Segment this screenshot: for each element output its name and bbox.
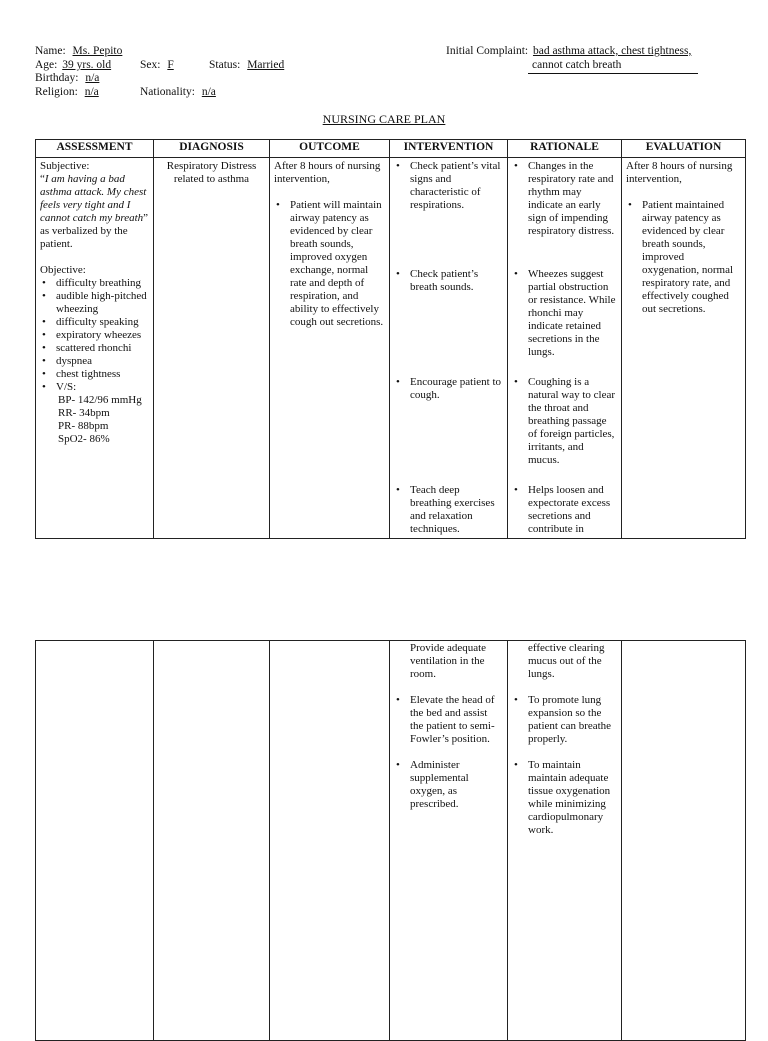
intervention-item: Provide adequate ventilation in the room. bbox=[410, 642, 487, 680]
intervention-item: • Check patient’s breath sounds. bbox=[394, 268, 503, 294]
table-row bbox=[36, 641, 746, 1041]
page-title: NURSING CARE PLAN bbox=[322, 112, 446, 126]
sex-label: Sex: bbox=[140, 59, 161, 71]
outcome-cell-cont bbox=[270, 641, 390, 1041]
rationale-item: effective clearing mucus out of the lungs. bbox=[528, 642, 605, 680]
intervention-item: • Check patient’s vital signs and characteristic of respirations. bbox=[394, 160, 503, 212]
diagnosis-cell bbox=[154, 158, 270, 539]
list-item: • audible high-pitched wheezing bbox=[40, 290, 149, 316]
list-item: • expiratory wheezes bbox=[40, 329, 149, 342]
list-item: • difficulty breathing bbox=[40, 277, 149, 290]
rationale-cell bbox=[508, 158, 622, 539]
care-plan-table bbox=[35, 139, 746, 539]
rationale-item: • Coughing is a natural way to clear the throat and breathing passage of foreign particles, irritants, and mucus. bbox=[512, 376, 617, 467]
evaluation-intro: After 8 hours of nursing intervention, bbox=[626, 160, 733, 185]
col-assessment: ASSESSMENT bbox=[36, 140, 154, 158]
col-evaluation: EVALUATION bbox=[622, 140, 746, 158]
intervention-cell bbox=[390, 158, 508, 539]
birthday-value: n/a bbox=[85, 72, 100, 84]
complaint-line1: bad asthma attack, chest tightness, bbox=[532, 45, 692, 57]
intervention-cell-cont bbox=[390, 641, 508, 1041]
name-label: Name: bbox=[35, 45, 66, 57]
evaluation-item: • Patient maintained airway patency as evidenced by clear breath sounds, improved oxygenation, normal respiratory rate, and effectively coughed out secretions. bbox=[626, 199, 741, 316]
patient-religion bbox=[35, 86, 99, 100]
intervention-item: • Encourage patient to cough. bbox=[394, 376, 503, 402]
religion-label: Religion: bbox=[35, 86, 78, 98]
subjective-label: Subjective: bbox=[40, 160, 90, 172]
rationale-item: • Wheezes suggest partial obstruction or resistance. While rhonchi may indicate retained secretions in the lungs. bbox=[512, 268, 617, 359]
patient-sex bbox=[140, 59, 174, 73]
list-item: • dyspnea bbox=[40, 355, 149, 368]
list-item: • chest tightness bbox=[40, 368, 149, 381]
patient-status bbox=[209, 59, 284, 73]
list-item: • scattered rhonchi bbox=[40, 342, 149, 355]
objective-label: Objective: bbox=[40, 264, 86, 276]
status-value: Married bbox=[247, 59, 285, 71]
list-item: • V/S: bbox=[40, 381, 149, 394]
initial-complaint-line2 bbox=[528, 59, 698, 74]
patient-name bbox=[35, 45, 122, 59]
vital-spo2: SpO2- 86% bbox=[58, 433, 110, 445]
patient-nationality bbox=[140, 86, 216, 100]
name-value: Ms. Pepito bbox=[72, 45, 123, 57]
intervention-item: • Teach deep breathing exercises and relaxation techniques. bbox=[394, 484, 503, 536]
vital-pr: PR- 88bpm bbox=[58, 420, 109, 432]
assessment-cell bbox=[36, 158, 154, 539]
vital-rr: RR- 34bpm bbox=[58, 407, 110, 419]
sex-value: F bbox=[167, 59, 174, 71]
subjective-text bbox=[40, 173, 149, 251]
nationality-value: n/a bbox=[201, 86, 216, 98]
complaint-label: Initial Complaint: bbox=[446, 45, 529, 57]
assessment-cell-cont bbox=[36, 641, 154, 1041]
table-header-row bbox=[36, 140, 746, 158]
intervention-item: • Administer supplemental oxygen, as prescribed. bbox=[394, 759, 503, 811]
evaluation-cell-cont bbox=[622, 641, 746, 1041]
quote-open: “ bbox=[40, 173, 45, 185]
rationale-item: • Helps loosen and expectorate excess secretions and contribute in bbox=[512, 484, 617, 536]
vital-bp: BP- 142/96 mmHg bbox=[58, 394, 142, 406]
status-label: Status: bbox=[209, 59, 241, 71]
intervention-item: • Elevate the head of the bed and assist the patient to semi-Fowler’s position. bbox=[394, 694, 503, 746]
list-item: • difficulty speaking bbox=[40, 316, 149, 329]
nationality-label: Nationality: bbox=[140, 86, 195, 98]
outcome-item: • Patient will maintain airway patency as evidenced by clear breath sounds, improved oxygen exchange, normal rate and depth of respiration, and ability to effectively cough out secretions. bbox=[274, 199, 385, 329]
complaint-line2: cannot catch breath bbox=[532, 59, 622, 71]
birthday-label: Birthday: bbox=[35, 72, 79, 84]
col-rationale: RATIONALE bbox=[508, 140, 622, 158]
rationale-item: • Changes in the respiratory rate and rhythm may indicate an early sign of impending respiratory distress. bbox=[512, 160, 617, 238]
patient-age bbox=[35, 59, 111, 73]
table-row bbox=[36, 158, 746, 539]
rationale-item: • To promote lung expansion so the patient can breathe properly. bbox=[512, 694, 617, 746]
care-plan-table-continued bbox=[35, 640, 746, 1041]
vitals-list bbox=[40, 394, 149, 446]
outcome-intro: After 8 hours of nursing intervention, bbox=[274, 160, 381, 185]
rationale-cell-cont bbox=[508, 641, 622, 1041]
subjective-quote: I am having a bad asthma attack. My chest feels very tight and I cannot catch my breath bbox=[40, 173, 147, 224]
objective-list bbox=[40, 277, 149, 394]
rationale-item: • To maintain maintain adequate tissue oxygenation while minimizing cardiopulmonary work. bbox=[512, 759, 617, 837]
age-value: 39 yrs. old bbox=[62, 59, 112, 71]
diagnosis-text: Respiratory Distress related to asthma bbox=[166, 160, 257, 185]
patient-birthday bbox=[35, 72, 99, 86]
religion-value: n/a bbox=[84, 86, 99, 98]
outcome-cell bbox=[270, 158, 390, 539]
diagnosis-cell-cont bbox=[154, 641, 270, 1041]
col-intervention: INTERVENTION bbox=[390, 140, 508, 158]
quote-close: ” as verbalized by the patient. bbox=[40, 212, 149, 250]
age-label: Age: bbox=[35, 59, 58, 71]
evaluation-cell bbox=[622, 158, 746, 539]
initial-complaint bbox=[446, 45, 691, 59]
col-diagnosis: DIAGNOSIS bbox=[154, 140, 270, 158]
col-outcome: OUTCOME bbox=[270, 140, 390, 158]
